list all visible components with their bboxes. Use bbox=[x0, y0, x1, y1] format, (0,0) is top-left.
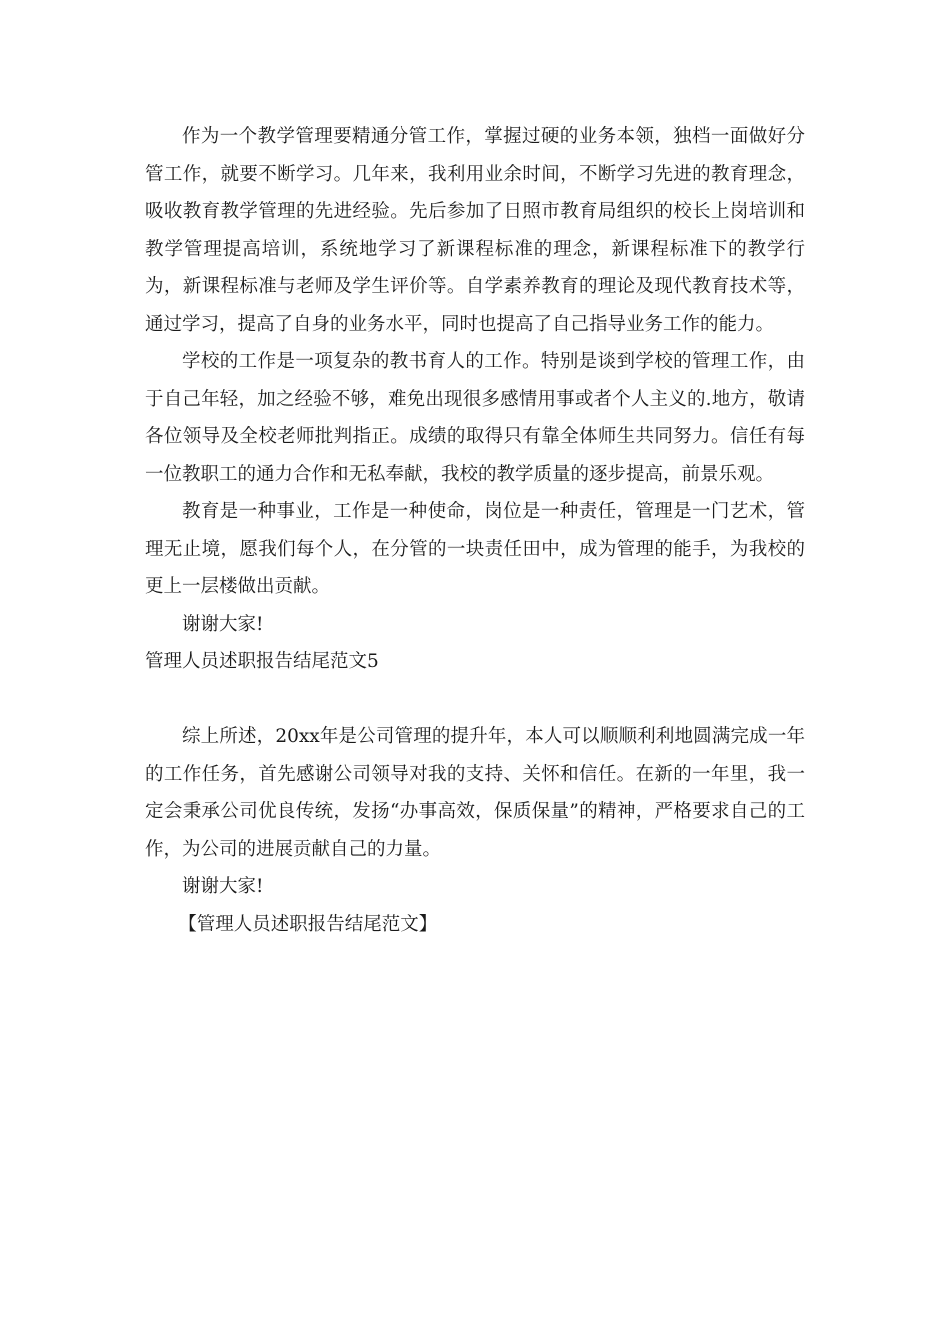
document-body bbox=[145, 118, 805, 943]
paragraph-school-work: 学校的工作是一项复杂的教书育人的工作。特别是谈到学校的管理工作，由于自己年轻，加之经验不够，难免出现很多感情用事或者个人主义的.地方，敬请各位领导及全校老师批判指正。成绩的取得只有靠全体师生共同努力。信任有每一位教职工的通力合作和无私奉献，我校的教学质量的逐步提高，前景乐观。 bbox=[145, 351, 805, 485]
blank-line bbox=[145, 681, 805, 719]
thanks-line-2: 谢谢大家! bbox=[182, 876, 264, 897]
section-heading: 管理人员述职报告结尾范文5 bbox=[145, 651, 379, 672]
thanks-line-1: 谢谢大家! bbox=[182, 613, 264, 635]
paragraph-education-career: 教育是一种事业，工作是一种使命，岗位是一种责任，管理是一门艺术，管理无止境，愿我们每个人，在分管的一块责任田中，成为管理的能手，为我校的更上一层楼做出贡献。 bbox=[145, 501, 805, 597]
paragraph-study: 作为一个教学管理要精通分管工作，掌握过硬的业务本领，独档一面做好分管工作，就要不断学习。几年来，我利用业余时间，不断学习先进的教育理念，吸收教育教学管理的先进经验。先后参加了日照市教育局组织的校长上岗培训和教学管理提高培训，系统地学习了新课程标准的理念，新课程标准下的教学行为，新课程标准与老师及学生评价等。自学素养教育的理论及现代教育技术等，通过学习，提高了自身的业务水平，同时也提高了自己指导业务工作的能力。 bbox=[145, 126, 805, 335]
closing-title: 【管理人员述职报告结尾范文】 bbox=[178, 913, 438, 935]
paragraph-summary: 综上所述，20xx年是公司管理的提升年，本人可以顺顺利利地圆满完成一年的工作任务，首先感谢公司领导对我的支持、关怀和信任。在新的一年里，我一定会秉承公司优良传统，发扬“办事高效，保质保量”的精神，严格要求自己的工作，为公司的进展贡献自己的力量。 bbox=[145, 726, 805, 860]
